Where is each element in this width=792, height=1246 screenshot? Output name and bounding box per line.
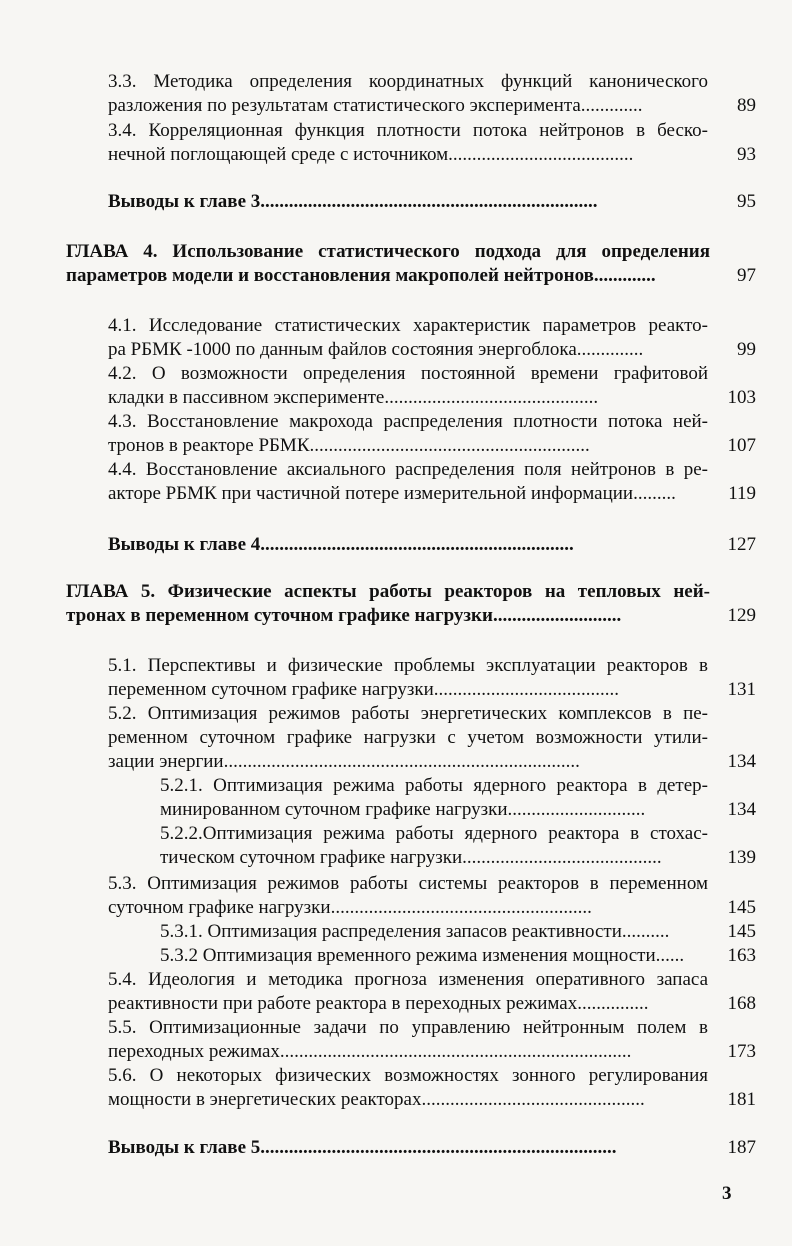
toc-page-number: 97 [737, 265, 756, 286]
toc-entry-5-2-1-line2: минированном суточном графике нагрузки............................. [160, 799, 646, 820]
toc-entry-4-4-line2: акторе РБМК при частичной потере измерительной информации......... [108, 483, 676, 504]
toc-entry-5-2-line1: 5.2. Оптимизация режимов работы энергетических комплексов в пе- [108, 703, 708, 724]
toc-conclusions-3: Выводы к главе 3....................................................................... [108, 191, 598, 212]
toc-chapter-4-line1: ГЛАВА 4. Использование статистического подхода для определения [66, 241, 710, 262]
toc-entry-5-3-line1: 5.3. Оптимизация режимов работы системы реакторов в переменном [108, 873, 708, 894]
toc-page-number: 93 [737, 144, 756, 165]
toc-page-number: 145 [727, 921, 756, 942]
toc-entry-3-4-line1: 3.4. Корреляционная функция плотности потока нейтронов в беско- [108, 120, 708, 141]
toc-entry-4-3-line2: тронов в реакторе РБМК........................................................... [108, 435, 590, 456]
page-number: 3 [722, 1183, 732, 1204]
toc-conclusions-4: Выводы к главе 4.................................................................. [108, 534, 574, 555]
toc-page-number: 163 [727, 945, 756, 966]
toc-entry-5-4-line1: 5.4. Идеология и методика прогноза изменения оперативного запаса [108, 969, 708, 990]
toc-entry-5-2-2-line1: 5.2.2.Оптимизация режима работы ядерного реактора в стохас- [160, 823, 708, 844]
toc-page-number: 131 [727, 679, 756, 700]
toc-entry-5-2-line3: зации энергии........................................................................... [108, 751, 580, 772]
toc-entry-5-2-2-line2: тическом суточном графике нагрузки.......................................... [160, 847, 662, 868]
toc-entry-3-3-line2: разложения по результатам статистического эксперимента............. [108, 95, 643, 116]
toc-entry-5-1-line2: переменном суточном графике нагрузки....................................... [108, 679, 620, 700]
toc-page-number: 127 [727, 534, 756, 555]
toc-entry-5-4-line2: реактивности при работе реактора в переходных режимах............... [108, 993, 649, 1014]
toc-page-number: 139 [727, 847, 756, 868]
toc-conclusions-5: Выводы к главе 5........................................................................... [108, 1137, 617, 1158]
toc-page-number: 134 [727, 751, 756, 772]
toc-entry-5-5-line2: переходных режимах.......................................................................... [108, 1041, 632, 1062]
toc-entry-5-6-line1: 5.6. О некоторых физических возможностях зонного регулирования [108, 1065, 708, 1086]
toc-entry-4-2-line1: 4.2. О возможности определения постоянной времени графитовой [108, 363, 708, 384]
toc-page-number: 173 [727, 1041, 756, 1062]
toc-page-number: 187 [727, 1137, 756, 1158]
toc-page-number: 181 [727, 1089, 756, 1110]
toc-page-number: 145 [727, 897, 756, 918]
toc-entry-4-2-line2: кладки в пассивном эксперименте............................................. [108, 387, 599, 408]
toc-entry-5-5-line1: 5.5. Оптимизационные задачи по управлению нейтронным полем в [108, 1017, 708, 1038]
toc-entry-3-4-line2: нечной поглощающей среде с источником....................................... [108, 144, 634, 165]
toc-page-number: 103 [727, 387, 756, 408]
toc-entry-5-1-line1: 5.1. Перспективы и физические проблемы эксплуатации реакторов в [108, 655, 708, 676]
toc-entry-5-2-1-line1: 5.2.1. Оптимизация режима работы ядерного реактора в детер- [160, 775, 708, 796]
toc-entry-5-6-line2: мощности в энергетических реакторах............................................... [108, 1089, 645, 1110]
toc-entry-4-3-line1: 4.3. Восстановление макрохода распределения плотности потока ней- [108, 411, 708, 432]
toc-chapter-5-line2: тронах в переменном суточном графике нагрузки........................... [66, 605, 622, 626]
toc-page-number: 95 [737, 191, 756, 212]
toc-entry-4-4-line1: 4.4. Восстановление аксиального распределения поля нейтронов в ре- [108, 459, 708, 480]
toc-page-number: 89 [737, 95, 756, 116]
toc-page-number: 129 [727, 605, 756, 626]
toc-page-number: 134 [727, 799, 756, 820]
toc-chapter-5-line1: ГЛАВА 5. Физические аспекты работы реакторов на тепловых ней- [66, 581, 710, 602]
toc-chapter-4-line2: параметров модели и восстановления макрополей нейтронов............. [66, 265, 656, 286]
toc-entry-4-1-line2: ра РБМК -1000 по данным файлов состояния энергоблока.............. [108, 339, 644, 360]
toc-page-number: 119 [728, 483, 756, 504]
toc-entry-5-3-line2: суточном графике нагрузки....................................................... [108, 897, 592, 918]
toc-entry-5-2-line2: ременном суточном графике нагрузки с учетом возможности утили- [108, 727, 708, 748]
toc-entry-5-3-2: 5.3.2 Оптимизация временного режима изменения мощности...... [160, 945, 685, 966]
toc-page-number: 107 [727, 435, 756, 456]
toc-entry-4-1-line1: 4.1. Исследование статистических характеристик параметров реакто- [108, 315, 708, 336]
toc-page-number: 168 [727, 993, 756, 1014]
toc-page-number: 99 [737, 339, 756, 360]
toc-entry-3-3-line1: 3.3. Методика определения координатных функций канонического [108, 71, 708, 92]
toc-entry-5-3-1: 5.3.1. Оптимизация распределения запасов реактивности.......... [160, 921, 670, 942]
